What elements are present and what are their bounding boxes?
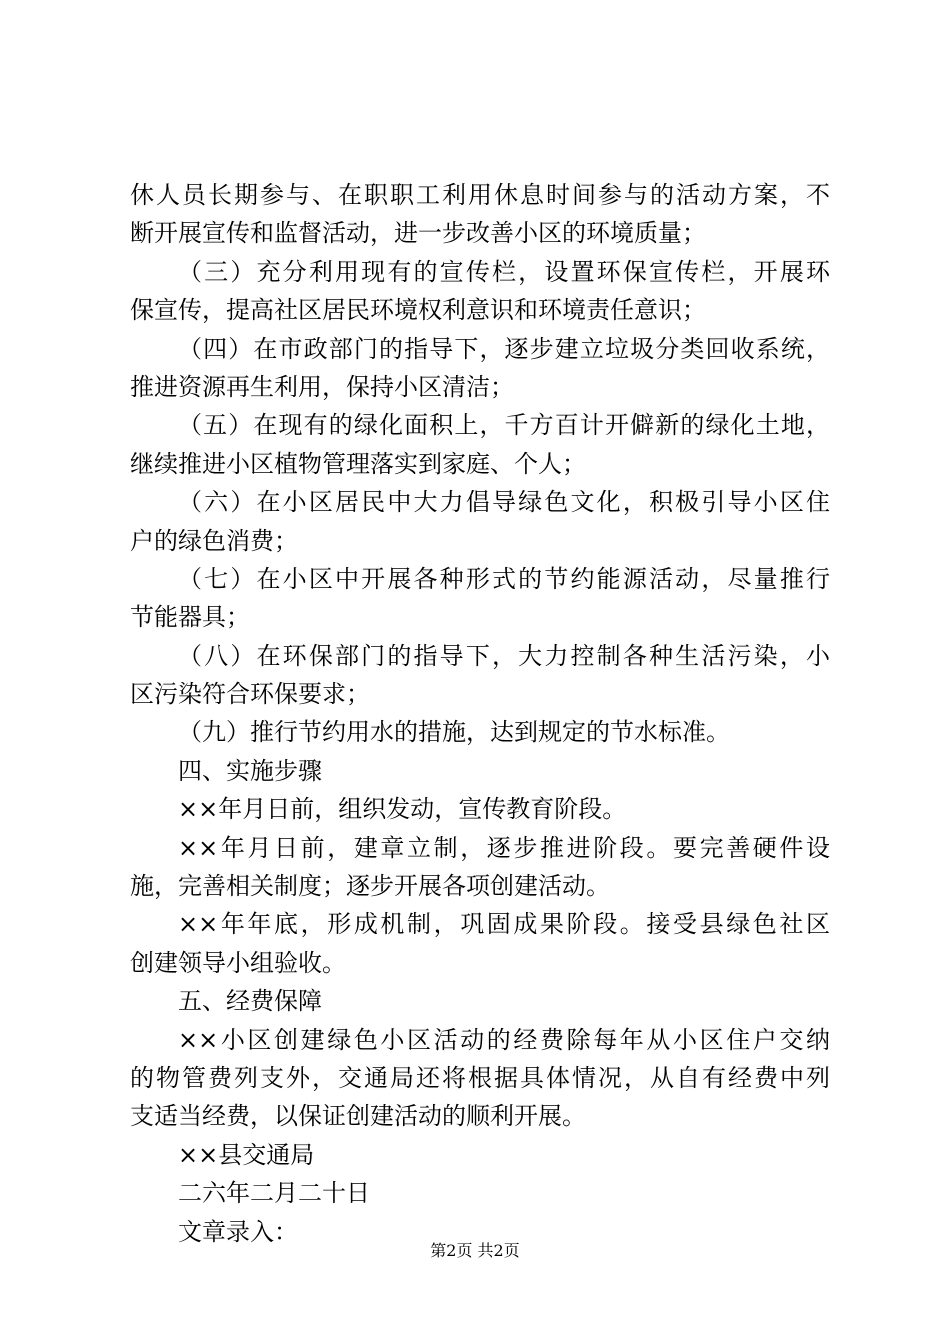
- signature-org: ××县交通局: [178, 1140, 315, 1169]
- text-line: （三）充分利用现有的宣传栏，设置环保宣传栏，开展环: [178, 257, 830, 286]
- text-line: 继续推进小区植物管理落实到家庭、个人；: [130, 449, 586, 478]
- section-heading: 四、实施步骤: [178, 756, 322, 785]
- text-line: 保宣传，提高社区居民环境权利意识和环境责任意识；: [130, 296, 706, 325]
- text-line: ××年月日前，建章立制，逐步推进阶段。要完善硬件设: [178, 833, 830, 862]
- section-heading: 五、经费保障: [178, 987, 322, 1016]
- text-line: （八）在环保部门的指导下，大力控制各种生活污染，小: [178, 641, 830, 670]
- entry-credit: 文章录入：: [178, 1217, 298, 1246]
- text-line: （六）在小区居民中大力倡导绿色文化，积极引导小区住: [178, 488, 830, 517]
- text-line: ××年月日前，组织发动，宣传教育阶段。: [178, 795, 627, 824]
- text-line: 节能器具；: [130, 603, 250, 632]
- text-line: （五）在现有的绿化面积上，千方百计开僻新的绿化土地，: [178, 411, 830, 440]
- text-line: （四）在市政部门的指导下，逐步建立垃圾分类回收系统，: [178, 334, 830, 363]
- text-line: ××小区创建绿色小区活动的经费除每年从小区住户交纳: [178, 1025, 830, 1054]
- text-line: （九）推行节约用水的措施，达到规定的节水标准。: [178, 718, 730, 747]
- text-line: 休人员长期参与、在职职工利用休息时间参与的活动方案，不: [130, 181, 830, 209]
- text-line: （七）在小区中开展各种形式的节约能源活动，尽量推行: [178, 564, 830, 593]
- text-line: 断开展宣传和监督活动，进一步改善小区的环境质量；: [130, 219, 706, 248]
- text-line: 施，完善相关制度；逐步开展各项创建活动。: [130, 872, 610, 901]
- page-number: 第2页 共2页: [430, 1241, 520, 1260]
- text-line: 支适当经费，以保证创建活动的顺利开展。: [130, 1102, 586, 1131]
- document-body: [130, 176, 830, 1251]
- text-line: ××年年底，形成机制，巩固成果阶段。接受县绿色社区: [178, 910, 830, 939]
- text-line: 创建领导小组验收。: [130, 948, 346, 977]
- text-line: 户的绿色消费；: [130, 526, 298, 555]
- text-line: 区污染符合环保要求；: [130, 680, 370, 709]
- text-line: 的物管费列支外，交通局还将根据具体情况，从自有经费中列: [130, 1063, 830, 1092]
- text-line: 推进资源再生利用，保持小区清洁；: [130, 372, 514, 401]
- signature-date: 二六年二月二十日: [178, 1179, 370, 1208]
